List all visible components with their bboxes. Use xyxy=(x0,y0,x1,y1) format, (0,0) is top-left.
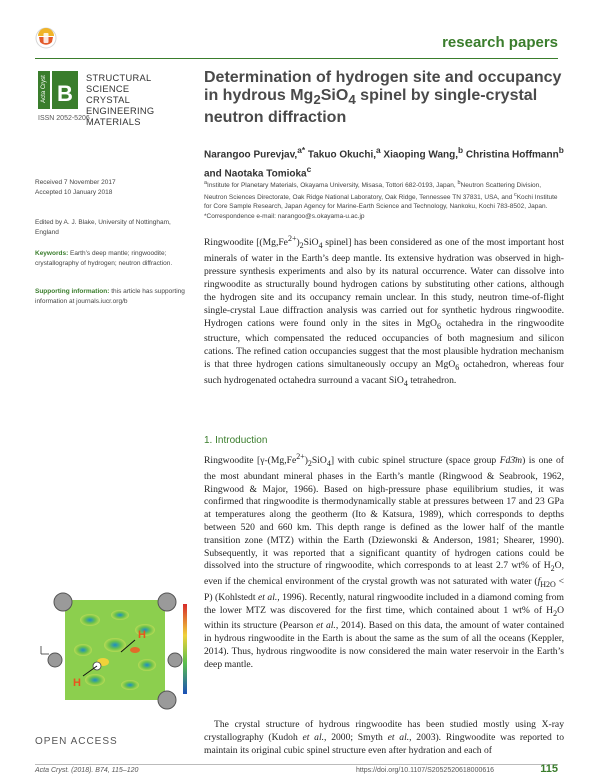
journal-spine-text: Acta Cryst xyxy=(41,75,47,103)
hydrogen-label: H xyxy=(73,677,81,689)
issn: ISSN 2052-5206 xyxy=(38,115,90,122)
synopsis-figure xyxy=(35,590,195,712)
journal-logo-spine xyxy=(38,71,50,109)
affiliations: $^a$Institute for Planetary Materials, Okayama University, Misasa, Tottori 682-0193, Japan, $^b$Neutron Scattering Division, Neutron Sciences Directorate, Oak Ridge National Laboratory, Oak Ridge, Tennessee TN 37831, USA, and $^c$Kochi Institute for Core Sample Research, Japan Agency for Marine-Earth Science and Technology, Nankoku, Kochi 783-8502, Japan. *Correspondence e-mail: narangoo@s.okayama-u.ac.jp xyxy=(204,180,558,220)
section-heading-introduction: 1. Introduction xyxy=(204,435,268,446)
footer-citation: Acta Cryst. (2018). B74, 115–120 xyxy=(35,767,139,774)
author[interactable]: Narangoo Purevjav, xyxy=(204,149,298,161)
supporting-info[interactable]: Supporting information: this article has supporting information at journals.iucr.org/b xyxy=(35,288,185,305)
section-label: research papers xyxy=(442,34,558,51)
abstract: Ringwoodite [$(Mg,Fe^{2+})_2SiO_4$ spinel] has been considered as one of the most important host minerals of water in the Earth’s deep mantle. Its extensive hydration was observed in high-pressure synthesis experiments and also by its natural occurrence. Water can dissolve into ringwoodite as structurally bound hydrogen cations by substituting other cations, although the hydrogen site and its occupancy remain unclear. In this study, neutron time-of-flight single-crystal Laue diffraction analysis was carried out for synthetic hydrous ringwoodite. Hydrogen cations were found only in the sites in MgO$_6$ octahedra in the ringwoodite structure, which compensated the reduced occupancies of both magnesium and silicon cations. The refined cation occupancies suggest that the most plausible hydration mechanism is that three hydrogen cations simultaneously occupy an MgO$_6$ octahedron, whereas four such hydrogenated octahedra surround a vacant SiO$_4$ tetrahedron. xyxy=(204,234,564,388)
author[interactable]: Xiaoping Wang, xyxy=(380,149,459,161)
footer-doi-link[interactable]: https://doi.org/10.1107/S2052520618000616 xyxy=(356,767,495,774)
journal-logo: B xyxy=(52,71,78,109)
body-paragraph: The crystal structure of hydrous ringwoodite has been studied mostly using X-ray crystallography (Kudoh et al., 2000; Smyth et al., 2003). Ringwoodite was reported to maintain its original cubic spinel structure even after hydration and each of xyxy=(204,719,564,756)
color-scale xyxy=(183,604,187,694)
received-dates: Received 7 November 2017 Accepted 10 January 2018 xyxy=(35,179,116,196)
journal-name: STRUCTURAL SCIENCE CRYSTAL ENGINEERING MATERIALS xyxy=(86,73,155,127)
author[interactable]: Takuo Okuchi, xyxy=(305,149,376,161)
keywords: Keywords: Earth’s deep mantle; ringwoodite; crystallography of hydrogen; neutron diffraction. xyxy=(35,250,173,267)
header-divider xyxy=(35,58,558,59)
article-title: Determination of hydrogen site and occupancy in hydrous $Mg_2SiO_4$ spinel by single-crystal neutron diffraction xyxy=(204,69,562,127)
open-access-badge[interactable]: OPEN ACCESS xyxy=(35,736,118,747)
author[interactable]: Christina Hoffmann xyxy=(463,149,559,161)
editor-note: Edited by A. J. Blake, University of Nottingham, England xyxy=(35,219,171,236)
author-list: Narangoo Purevjav,$^{a*}$ Takuo Okuchi,$^a$ Xiaoping Wang,$^b$ Christina Hoffmann$^b$ and Naotaka Tomioka$^c$ xyxy=(204,145,564,180)
author[interactable]: and Naotaka Tomioka xyxy=(204,168,307,180)
crossmark-icon[interactable] xyxy=(35,27,57,49)
hydrogen-label: H xyxy=(138,629,146,641)
footer-divider xyxy=(35,764,558,765)
body-paragraph: Ringwoodite $[\gamma-(Mg,Fe^{2+})_2SiO_4]$ with cubic spinel structure (space group Fd3̄m) is one of the most abundant mineral phases in the Earth’s mantle (Ringwood & Seabrook, 1962, Ringwood & Major, 1966). Based on high-pressure phase equilibrium studies, it was confirmed that ringwoodite is thermodynamically stable at pressures between 17 and 23 GPa at temperatures along the geotherm (Ito & Katsura, 1989), which corresponds to depths between 520 and 660 km. This depth range is defined as the lower half of the mantle transition zone (MTZ) within the Earth (Dziewonski & Anderson, 1981; Shearer, 1990). Subsequently, it was reported that a significant quantity of hydrogen cations could be dissolved into the structure of ringwoodite, which corresponds to at least 2.7 wt% of $H_2O$, even if the chemical environment of the crystal growth was not saturated with water $(f_{H2O} < P)$ (Kohlstedt et al., 1996). Recently, natural ringwoodite included in a diamond coming from the lower MTZ was discovered for the first time, which contained about 1 wt% of $H_2O$ within its structure (Pearson et al., 2014). Based on this data, the amount of water contained in hydrous ringwoodite in the Earth is about the same as the sum of all the oceans (Keppler, 2014). Thus, hydrous ringwoodite is now considered the main water reservoir in the Earth’s deep mantle. xyxy=(204,452,565,670)
correspondence-email[interactable]: *Correspondence e-mail: narangoo@s.okayama-u.ac.jp xyxy=(204,212,365,220)
page-number: 115 xyxy=(540,763,558,775)
